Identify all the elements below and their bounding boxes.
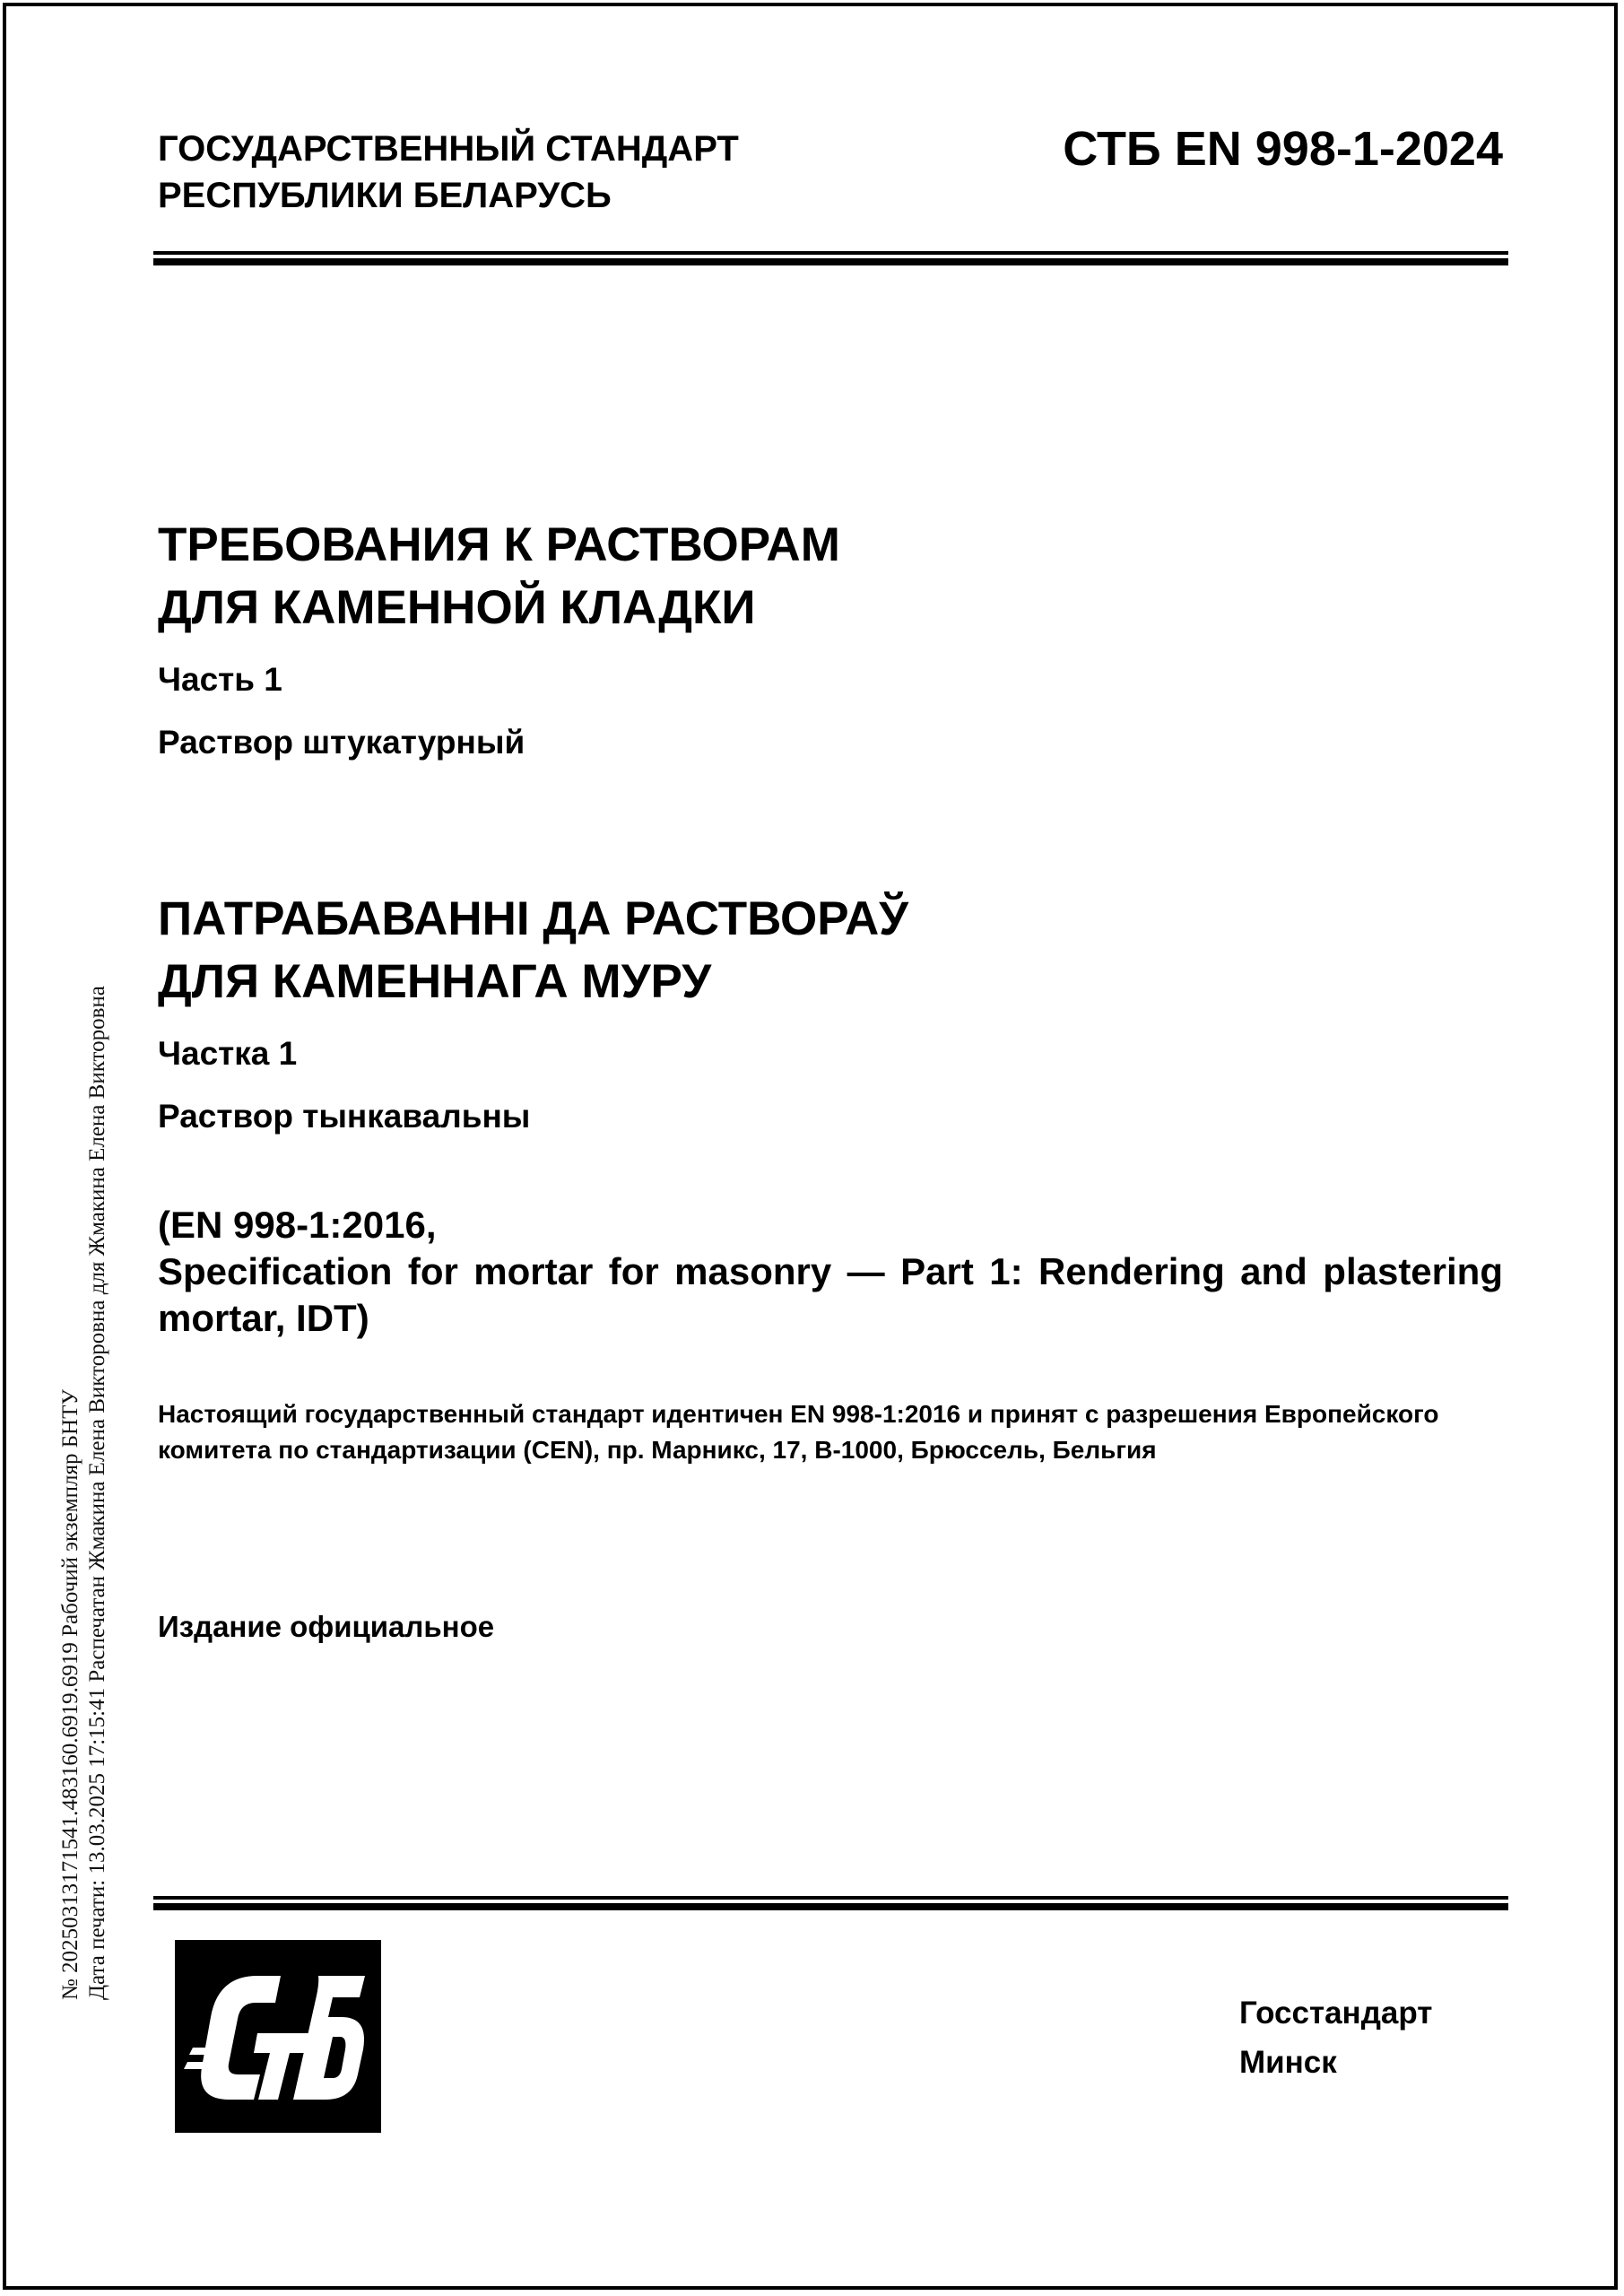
- identity-note-line1: Настоящий государственный стандарт идентичен EN 998-1:2016 и принят с разрешения Европейского: [158, 1400, 1439, 1428]
- publisher-city: Минск: [1239, 2045, 1337, 2080]
- print-stamp-line2: Дата печати: 13.03.2025 17:15:41 Распечатан Жмакина Елена Викторовна для Жмакина Елена Викторовна: [85, 986, 109, 2000]
- russian-part: Часть 1: [158, 661, 282, 698]
- english-title-line1: (EN 998-1:2016,: [158, 1204, 437, 1246]
- print-stamp: [57, 986, 111, 2000]
- publisher-name: Госстандарт: [1239, 1996, 1433, 2031]
- english-title-line3: mortar, IDT): [158, 1297, 369, 1339]
- identity-note: [158, 1396, 1507, 1468]
- english-title-line2: Specification for mortar for masonry — Part 1: Rendering and plastering: [158, 1250, 1503, 1292]
- belarusian-title-line1: ПАТРАБАВАННІ ДА РАСТВОРАЎ: [158, 892, 909, 945]
- belarusian-title-line2: ДЛЯ КАМЕННАГА МУРУ: [158, 955, 712, 1008]
- belarusian-part: Частка 1: [158, 1035, 298, 1072]
- belarusian-subtitle: Раствор тынкавальны: [158, 1098, 531, 1135]
- identity-note-line2: комитета по стандартизации (CEN), пр. Марникс, 17, B-1000, Брюссель, Бельгия: [158, 1436, 1157, 1464]
- english-title: [158, 1202, 1503, 1342]
- stb-logo: [175, 1940, 381, 2133]
- header-divider: [153, 251, 1508, 265]
- russian-subtitle: Раствор штукатурный: [158, 724, 525, 761]
- issuing-authority: [158, 126, 739, 219]
- issuing-authority-line2: РЕСПУБЛИКИ БЕЛАРУСЬ: [158, 176, 612, 215]
- publisher: [1239, 1988, 1432, 2087]
- stb-logo-icon: [175, 1940, 381, 2133]
- russian-title-line2: ДЛЯ КАМЕННОЙ КЛАДКИ: [158, 581, 756, 634]
- edition-label: Издание официальное: [158, 1610, 495, 1643]
- standard-code: СТБ EN 998-1-2024: [1063, 122, 1503, 176]
- russian-title-line1: ТРЕБОВАНИЯ К РАСТВОРАМ: [158, 518, 840, 571]
- issuing-authority-line1: ГОСУДАРСТВЕННЫЙ СТАНДАРТ: [158, 129, 739, 169]
- footer-divider: [153, 1896, 1508, 1910]
- print-stamp-line1: № 20250313171541.483160.6919.6919 Рабочий экземпляр БНТУ: [58, 1388, 83, 2000]
